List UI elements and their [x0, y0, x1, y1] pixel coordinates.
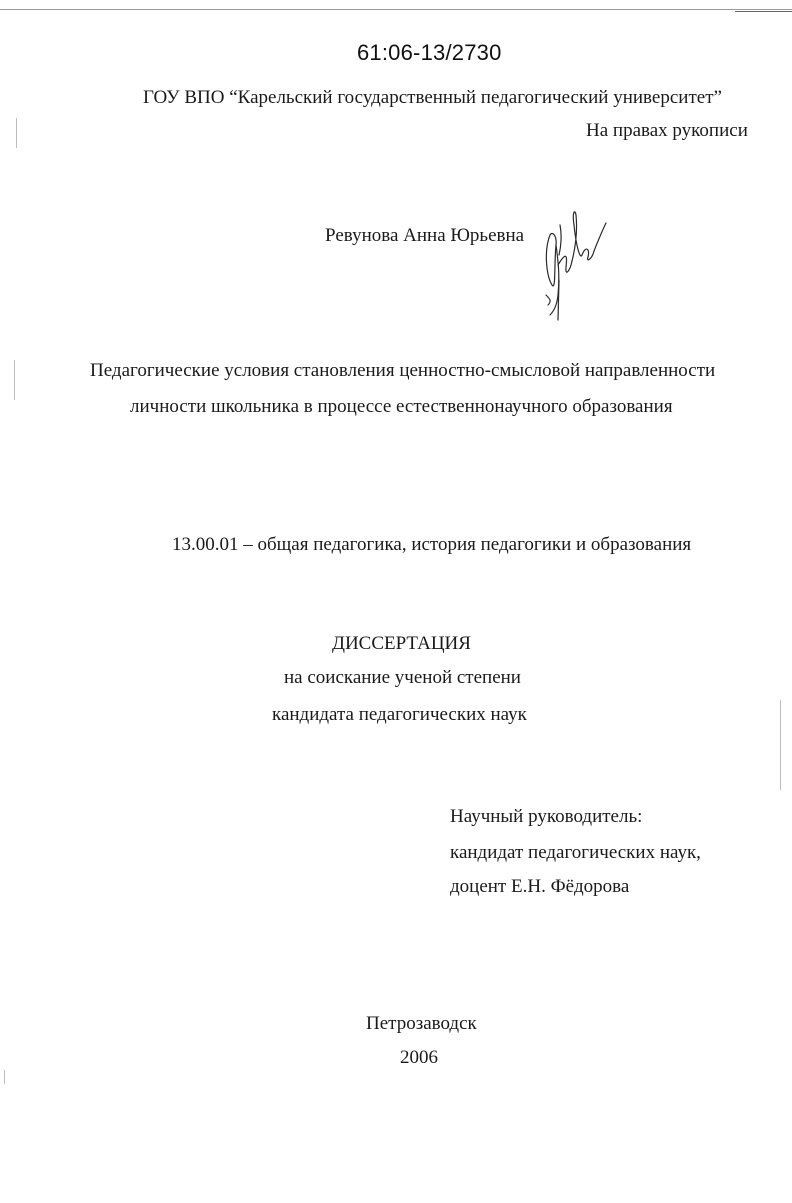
scan-edge-mark	[14, 360, 15, 400]
supervisor-name: доцент Е.Н. Фёдорова	[450, 876, 630, 897]
city: Петрозаводск	[366, 1013, 477, 1034]
year: 2006	[400, 1047, 438, 1068]
institution-name: ГОУ ВПО “Карельский государственный педагогический университет”	[143, 87, 722, 108]
supervisor-label: Научный руководитель:	[450, 806, 643, 827]
manuscript-note: На правах рукописи	[586, 120, 748, 141]
scan-border-top-right	[735, 11, 792, 12]
dissertation-title-line-1: Педагогические условия становления ценностно-смысловой направленности	[90, 360, 716, 381]
scan-edge-mark	[780, 700, 781, 790]
dissertation-title-line-2: личности школьника в процессе естественнонаучного образования	[130, 396, 673, 417]
supervisor-degree: кандидат педагогических наук,	[450, 842, 701, 863]
archive-code: 61:06-13/2730	[357, 40, 502, 65]
scan-edge-mark	[4, 1070, 5, 1084]
specialty-code: 13.00.01 – общая педагогика, история педагогики и образования	[172, 534, 692, 555]
degree-line-2: кандидата педагогических наук	[272, 704, 527, 725]
scan-edge-mark	[16, 118, 17, 148]
author-name: Ревунова Анна Юрьевна	[325, 225, 525, 246]
document-type: ДИССЕРТАЦИЯ	[332, 633, 471, 654]
degree-line-1: на соискание ученой степени	[284, 667, 521, 688]
author-signature	[536, 205, 608, 325]
scan-border-top	[0, 9, 792, 10]
